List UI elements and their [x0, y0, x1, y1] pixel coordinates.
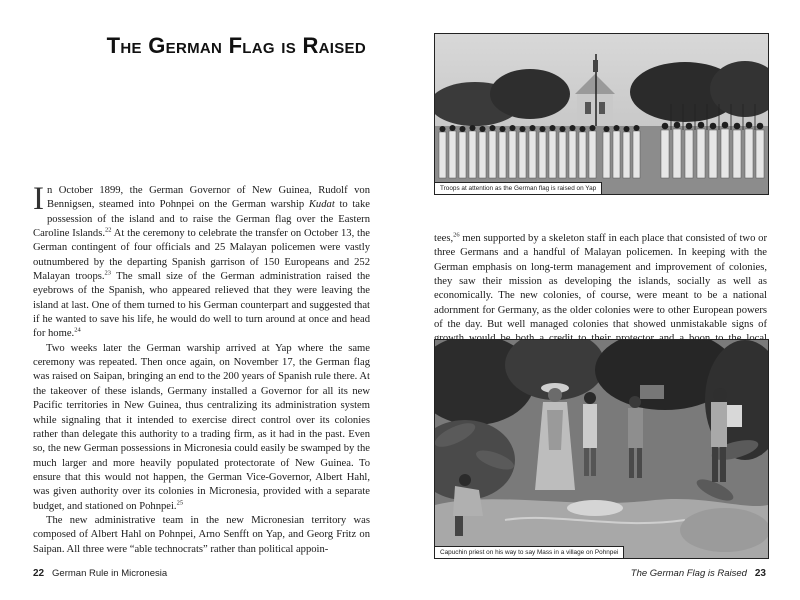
paragraph-1-start: n October 1899, the German Governor of New Guinea, Rudolf von Bennigsen, steamed into Pohnpei on the German warship	[47, 185, 370, 211]
drop-cap: I	[33, 181, 44, 217]
paragraph-1-end: The small size of the German administration raised the eyebrows of the Spanish, who appeared relieved that they were leaving the island at last. One of them turned to his German counterpart and suggested that if he wanted to save his life, he would do well to turn around at once and head for home.	[33, 271, 370, 340]
footnote-ref-24: 24	[74, 326, 81, 334]
running-title-right: The German Flag is Raised	[630, 568, 747, 579]
page-number-left: 22	[33, 568, 45, 579]
paragraph-2-text: Two weeks later the German warship arrived at Yap where the same ceremony was repeated. Then once again, on November 17, the German flag was raised on Saipan, bringing an end to the 200 years of Spanish rule there. At the takeover of these islands, Germany installed a Governor for all its new Pacific territories in New Guinea, thus centralizing its administration system while signaling that it intended to exercise direct control over its colonies rather than delegate this authority to a trading firm, as it had in the past. Even so, the new German possessions in Micronesia could easily be swamped by the much larger and more heavily populated protectorate of New Guinea. To ensure that this would not happen, the German Vice-Governor, Albert Hahl, was given authority over its colonies in Micronesia, provided with a separate budget, and stationed on Pohnpei.	[33, 342, 370, 512]
footnote-ref-26: 26	[453, 231, 460, 239]
ship-name: Kudat	[308, 199, 335, 211]
footnote-ref-23: 23	[104, 269, 112, 277]
paragraph-1	[33, 181, 371, 342]
footer-left	[33, 568, 167, 579]
paragraph-1-mid-a: to take possession of the island and to raise the German flag over the Eastern Caroline Islands.	[33, 199, 370, 240]
footer-right	[631, 568, 766, 579]
caption-bottom: Capuchin priest on his way to say Mass in a village on Pohnpei	[435, 546, 624, 558]
footnote-ref-22: 22	[104, 226, 112, 234]
running-title-left: German Rule in Micronesia	[52, 568, 168, 579]
photo-capuchin-priest	[435, 340, 768, 558]
left-body-text	[33, 181, 371, 557]
right-page	[400, 0, 800, 600]
paragraph-3: The new administrative team in the new Micronesian territory was composed of Albert Hahl on Pohnpei, Arno Senfft on Yap, and Georg Fritz on Saipan. All three were “able technocrats” rather than political appoin-	[33, 514, 370, 555]
footnote-ref-25: 25	[176, 499, 184, 507]
page-number-right: 23	[754, 568, 766, 579]
paragraph-2	[33, 342, 370, 514]
photo-troops-at-attention	[435, 34, 768, 194]
figure-capuchin-priest	[434, 339, 769, 559]
paragraph-1-mid-b: At the ceremony to celebrate the transfer on October 13, the German contingent of four officials and 25 Malayan policemen were vastly outnumbered by the departing Spanish garrison of 150 Europeans and 252 Malayan troops.	[33, 228, 371, 283]
figure-flag-raising	[434, 33, 769, 195]
right-text-start: tees,	[434, 233, 454, 244]
chapter-title: The German Flag is Raised	[106, 33, 366, 58]
caption-top: Troops at attention as the German flag is raised on Yap	[435, 182, 602, 194]
right-text-rest: men supported by a skeleton staff in each place that consisted of two or three Germans and a handful of Malayan policemen. In keeping with the German emphasis on long-term management and improvement of colonies, they saw their mission as developing the islands, socially as well as economically. The new colonies, of course, were meant to be a national adornment for Germany, as the older colonies were to other European powers of the day. But well managed colonies that showed unmistakable signs of	[434, 233, 767, 331]
